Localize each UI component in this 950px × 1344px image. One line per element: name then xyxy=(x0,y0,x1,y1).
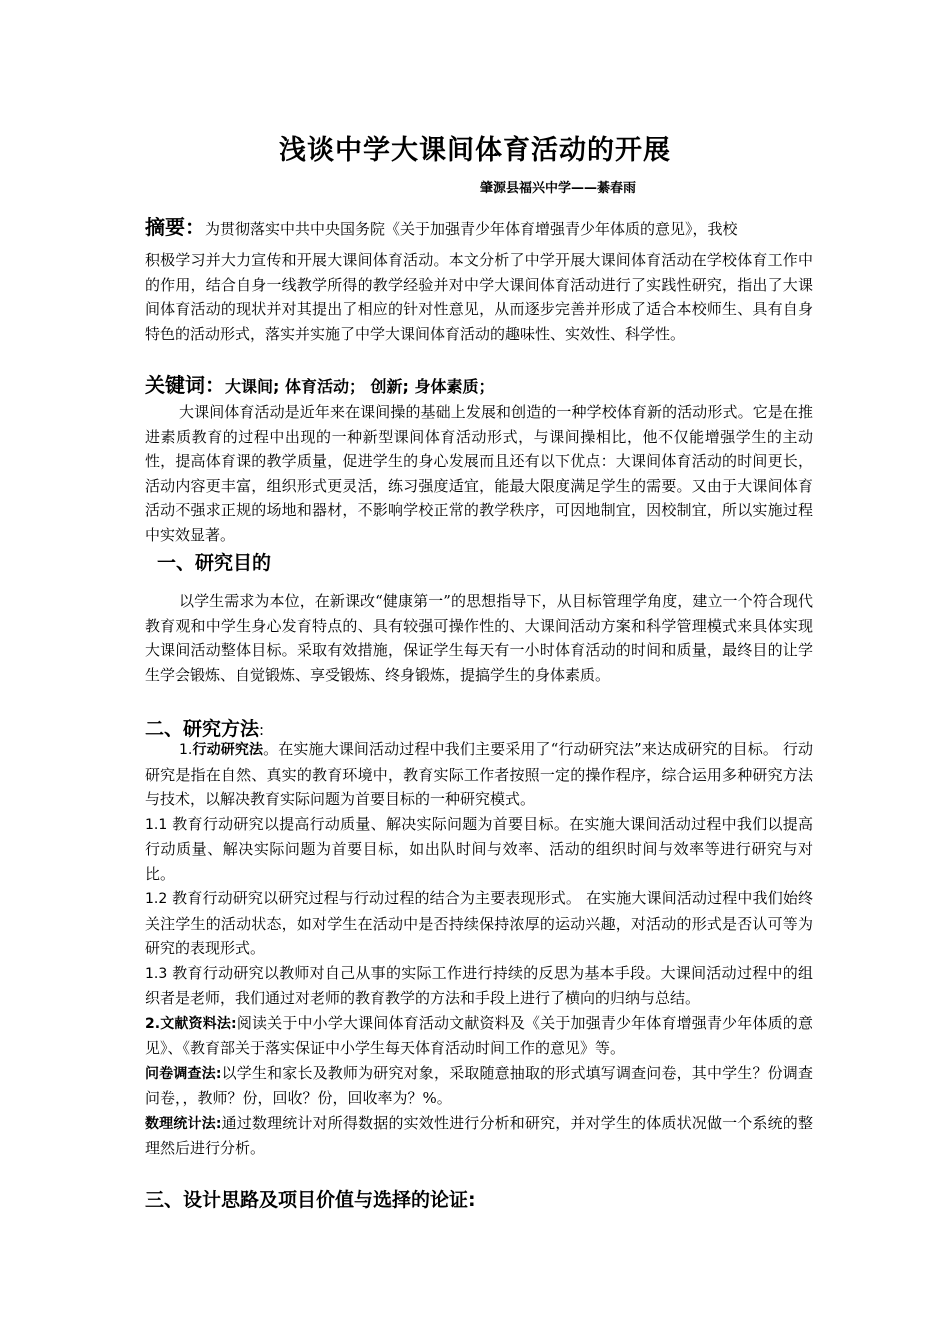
method2-label: 2.文献资料法: xyxy=(145,1015,237,1032)
method4-text: 通过数理统计对所得数据的实效性进行分析和研究，并对学生的体质状况做一个系统的整理然后进行分析。 xyxy=(145,1113,813,1157)
subsection-1-1-text: 教育行动研究以提高行动质量、解决实际问题为首要目标。在实施大课间活动过程中我们以提高行动质量、解决实际问题为首要目标，如出队时间与效率、活动的组织时间与效率等进行研究与对比。 xyxy=(145,814,813,883)
subsection-1-3 xyxy=(145,961,813,1011)
intro-paragraph: 大课间体育活动是近年来在课间操的基础上发展和创造的一种学校体育新的活动形式。它是在推进素质教育的过程中出现的一种新型课间体育活动形式，与课间操相比，他不仅能增强学生的主动性，提高体育课的教学质量，促进学生的身心发展而且还有以下优点：大课间体育活动的时间更长，活动内容更丰富，组织形式更灵活，练习强度适宜，能最大限度满足学生的需要。又由于大课间体育活动不强求正规的场地和器材，不影响学校正常的教学秩序，可因地制宜，因校制宜，所以实施过程中实效显著。 xyxy=(145,403,813,544)
method4-label: 数理统计法: xyxy=(145,1115,222,1132)
abstract-block xyxy=(145,212,813,346)
section3-heading: 三、设计思路及项目价值与选择的论证: xyxy=(145,1189,476,1211)
abstract-text: 积极学习并大力宣传和开展大课间体育活动。本文分析了中学开展大课间体育活动在学校体育工作中的作用，结合自身一线教学所得的教学经验并对中学大课间体育活动进行了实践性研究，指出了大课间体育活动的现状并对其提出了相应的针对性意见，从而逐步完善并形成了适合本校师生、具有自身特色的活动形式，落实并实施了中学大课间体育活动的趣味性、实效性、科学性。 xyxy=(145,251,813,343)
keywords-block xyxy=(145,373,813,400)
section1-heading: 一、研究目的 xyxy=(157,552,272,574)
method4-paragraph xyxy=(145,1111,813,1161)
intro-block xyxy=(145,400,813,547)
section2-heading-text: 二、研究方法 xyxy=(145,718,260,740)
method1-label: 行动研究法 xyxy=(192,742,264,758)
section2-heading-suffix: : xyxy=(259,721,265,739)
method3-label: 问卷调查法: xyxy=(145,1065,222,1082)
method2-paragraph xyxy=(145,1011,813,1061)
method1-number: 1. xyxy=(179,742,193,758)
subsection-1-2-number: 1.2 xyxy=(145,891,168,907)
abstract-label: 摘要： xyxy=(145,215,205,239)
section1-paragraph: 以学生需求为本位，在新课改“健康第一”的思想指导下，从目标管理学角度，建立一个符合现代教育观和中学生身心发育特点的、具有较强可操作性的、大课间活动方案和科学管理模式来具体实现大课间活动整体目标。采取有效措施，保证学生每天有一小时体育活动的时间和质量，最终目的让学生学会锻炼、自觉锻炼、享受锻炼、终身锻炼，提搞学生的身体素质。 xyxy=(145,592,813,684)
method3-paragraph xyxy=(145,1061,813,1111)
document-title: 浅谈中学大课间体育活动的开展 xyxy=(279,135,671,166)
subsection-1-3-text: 教育行动研究以教师对自己从事的实际工作进行持续的反思为基本手段。大课间活动过程中的组织者是老师，我们通过对老师的教育教学的方法和手段上进行了横向的归纳与总结。 xyxy=(145,963,813,1007)
keywords-items: 大课间; 体育活动； 创新; 身体素质； xyxy=(225,377,495,396)
method1-text: 。在实施大课间活动过程中我们主要采用了“行动研究法”来达成研究的目标。 行动研究是指在自然、真实的教育环境中，教育实际工作者按照一定的操作程序，综合运用多种研究方法与技术，以解决教育实际问题为首要目标的一种研究模式。 xyxy=(145,740,814,808)
section2-block xyxy=(145,737,813,1161)
method1-paragraph xyxy=(145,737,813,812)
author-line: 肇源县福兴中学——綦春雨 xyxy=(480,181,637,196)
method3-text: 以学生和家长及教师为研究对象，采取随意抽取的形式填写调查问卷，其中学生？份调查问卷，，教师？份，回收？份，回收率为？%。 xyxy=(145,1063,813,1107)
keywords-label: 关键词： xyxy=(145,373,225,397)
subsection-1-1-number: 1.1 xyxy=(145,816,168,833)
abstract-first-line: 为贯彻落实中共中央国务院《关于加强青少年体育增强青少年体质的意见》，我校 xyxy=(205,220,738,238)
subsection-1-2-text: 教育行动研究以研究过程与行动过程的结合为主要表现形式。 在实施大课间活动过程中我们始终关注学生的活动状态，如对学生在活动中是否持续保持浓厚的运动兴趣，对活动的形式是否认可等为研究的表现形式。 xyxy=(145,889,813,957)
subsection-1-1 xyxy=(145,812,813,887)
subsection-1-3-number: 1.3 xyxy=(145,965,168,982)
section1-block xyxy=(145,589,813,687)
subsection-1-2 xyxy=(145,886,813,961)
method2-text: 阅读关于中小学大课间体育活动文献资料及《关于加强青少年体育增强青少年体质的意见》、《教育部关于落实保证中小学生每天体育活动时间工作的意见》等。 xyxy=(145,1013,813,1057)
